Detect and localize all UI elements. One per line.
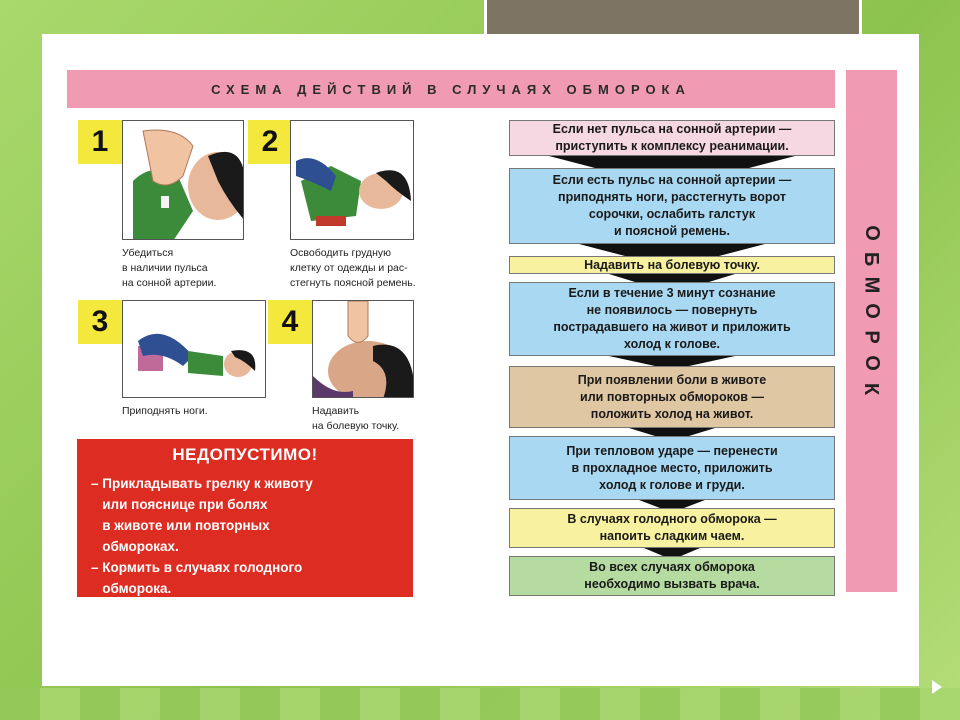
caption-line: Освободить грудную <box>290 247 392 259</box>
flow-step <box>509 508 835 548</box>
step-number: 1 <box>78 120 122 164</box>
caption-line: Приподнять ноги. <box>122 405 208 417</box>
caption-line: Надавить <box>312 405 360 417</box>
side-title-letter: О <box>860 303 883 319</box>
step-2-illustration <box>290 120 414 240</box>
flow-step-line: При появлении боли в животе <box>577 372 767 387</box>
caption-line: Убедиться <box>122 247 174 259</box>
flow-step-line: Если есть пульс на сонной артерии — <box>552 173 792 187</box>
flow-step <box>509 556 835 596</box>
flow-step <box>509 256 835 274</box>
warning-line: или пояснице при болях <box>91 497 268 512</box>
warning-line: обмороках. <box>91 539 179 554</box>
side-title <box>846 70 897 592</box>
flow-step-line: Если нет пульса на сонной артерии — <box>552 122 792 136</box>
flow-step-line: В случаях голодного обморока — <box>567 512 777 526</box>
scheme-title: СХЕМА ДЕЙСТВИЙ В СЛУЧАЯХ ОБМОРОКА <box>67 70 835 108</box>
flow-step <box>509 168 835 244</box>
flow-step-line: в прохладное место, приложить <box>571 460 773 475</box>
caption-line: стегнуть поясной ремень. <box>290 277 416 289</box>
step-1-illustration <box>122 120 244 240</box>
flow-step <box>509 366 835 428</box>
flow-step <box>509 120 835 156</box>
flow-step-line: холод к голове. <box>623 337 721 351</box>
slide <box>42 34 919 686</box>
action-flow <box>509 116 835 596</box>
side-title-letter: Р <box>860 330 883 344</box>
flow-step-line: Во всех случаях обморока <box>589 560 755 574</box>
step-number: 4 <box>268 300 312 344</box>
next-arrow-icon <box>932 680 942 694</box>
step-4-illustration <box>312 300 414 398</box>
flow-step-line: приступить к комплексу реанимации. <box>555 139 789 153</box>
step-3-illustration <box>122 300 266 398</box>
flow-step-line: сорочки, ослабить галстук <box>588 207 756 221</box>
step-4-caption <box>312 404 399 434</box>
warning-line: в животе или повторных <box>91 518 270 533</box>
flow-step-line: не появилось — повернуть <box>586 303 758 317</box>
caption-line: клетку от одежды и рас- <box>290 262 408 274</box>
caption-line: в наличии пульса <box>122 262 208 274</box>
warning-line: обморока. <box>91 581 172 596</box>
caption-line: на сонной артерии. <box>122 277 217 289</box>
flow-step-line: и поясной ремень. <box>613 224 731 238</box>
warning-title: НЕДОПУСТИМО! <box>172 445 318 464</box>
flow-step-line: приподнять ноги, расстегнуть ворот <box>558 190 786 204</box>
step-1-caption <box>122 246 216 291</box>
flow-step-line: При тепловом ударе — перенести <box>566 443 778 458</box>
background-strip <box>0 688 960 720</box>
step-number: 3 <box>78 300 122 344</box>
side-title-letter: О <box>860 355 883 371</box>
flow-step-line: напоить сладким чаем. <box>599 529 745 543</box>
side-title-letter: О <box>860 225 883 241</box>
warning-box <box>77 439 413 597</box>
side-title-letter: М <box>860 276 883 294</box>
caption-line: на болевую точку. <box>312 420 400 432</box>
background-bar <box>484 0 862 34</box>
flow-step-line: пострадавшего на живот и приложить <box>553 320 791 334</box>
flow-step-line: Если в течение 3 минут сознание <box>568 286 776 300</box>
step-number: 2 <box>248 120 292 164</box>
flow-step <box>509 436 835 500</box>
step-3-caption <box>122 404 208 419</box>
flow-step <box>509 282 835 356</box>
side-title-letter: К <box>860 382 883 396</box>
warning-line: – Кормить в случаях голодного <box>91 560 303 575</box>
side-title-letter: Б <box>860 251 883 267</box>
step-2-caption <box>290 246 416 291</box>
warning-line: – Прикладывать грелку к животу <box>91 476 313 491</box>
flow-step-line: холод к голове и груди. <box>599 477 745 492</box>
flow-step-line: необходимо вызвать врача. <box>584 577 760 591</box>
flow-step-line: положить холод на живот. <box>590 406 754 421</box>
flow-step-line: Надавить на болевую точку. <box>584 257 760 272</box>
flow-step-line: или повторных обмороков — <box>580 389 764 404</box>
